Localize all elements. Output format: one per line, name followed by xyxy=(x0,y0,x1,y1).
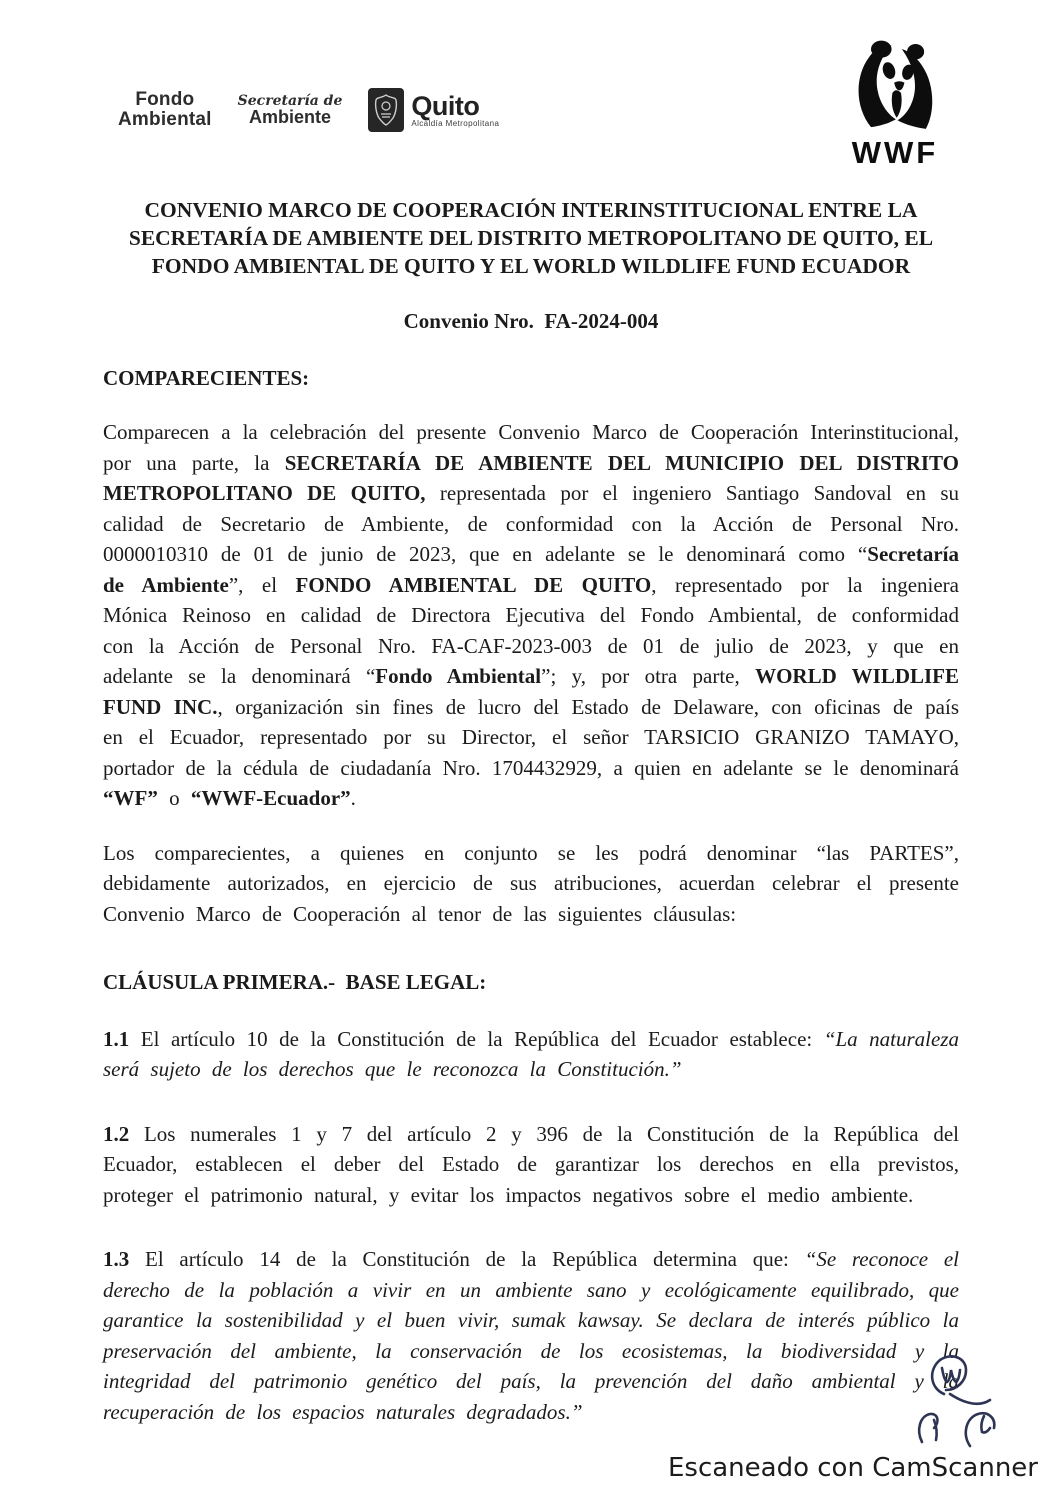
p1-seg: . xyxy=(350,786,356,810)
p1-seg: ”, el xyxy=(228,572,296,597)
clause-number: 1.1 xyxy=(103,1026,130,1051)
fondo-ambiental-line1: Fondo xyxy=(135,89,195,110)
convenio-number: Convenio Nro. FA-2024-004 xyxy=(403,309,659,333)
p1-seg-bold: Secretaría de Ambiente xyxy=(103,542,959,597)
quito-wordmark-block xyxy=(411,90,500,128)
p1-seg: , representado por la ingeniera Mónica Reinoso en calidad de Directora Ejecutiva del Fondo Ambiental, de conformidad con la Acción de Personal Nro. FA-CAF-2023-003 de 01 de julio de 2023, y que en adelante se la denominará “ xyxy=(103,572,959,688)
p1-seg-bold: Fondo Ambiental xyxy=(375,664,542,688)
wwf-wordmark: WWF xyxy=(851,135,939,170)
fondo-ambiental-line2: Ambiental xyxy=(118,109,212,130)
clause-text: El artículo 14 de la Constitución de la República determina que: xyxy=(129,1247,805,1271)
clause-item-1-2 xyxy=(103,1119,959,1211)
clause-quote: “Se reconoce el derecho de la población a vivir en un ambiente sano y ecológicamente equilibrado, que garantice la sostenibilidad y el buen vivir, sumak kawsay. Se declara de interés público la preservación del ambiente, la conservación de los ecosistemas, la biodiversidad y la integridad del patrimonio genético del país, la prevención del daño ambiental y la recuperación de los espacios naturales degradados.” xyxy=(103,1247,959,1424)
p1-seg: representada por el ingeniero Santiago Sandoval en su calidad de Secretario de Ambiente, de conformidad con la Acción de Personal Nro. 0000010310 de 01 de junio de 2023, que en adelante se le denominará como “ xyxy=(103,481,959,566)
p1-seg-bold: “WF” xyxy=(103,786,158,810)
p1-seg-bold: SECRETARÍA DE AMBIENTE DEL MUNICIPIO DEL DISTRITO METROPOLITANO DE QUITO, xyxy=(103,450,959,505)
left-logo-cluster xyxy=(118,88,499,132)
comparecientes-heading: COMPARECIENTES: xyxy=(103,365,310,390)
handwritten-ink-mark xyxy=(904,1350,1016,1455)
paragraph-partes: Los comparecientes, a quienes en conjunto se les podrá denominar “las PARTES”, debidamente autorizados, en ejercicio de sus atribuciones, acuerdan celebrar el presente Convenio Marco de Cooperación al tenor de las siguientes cláusulas: xyxy=(103,840,959,926)
secretaria-bold-text: Ambiente xyxy=(249,106,332,127)
p1-seg-bold: “WWF-Ecuador” xyxy=(190,786,351,810)
clause-item-1-1 xyxy=(103,1024,959,1085)
quito-wordmark: Quito xyxy=(411,90,480,121)
svg-text:®: ® xyxy=(925,99,932,107)
wwf-panda-icon xyxy=(843,38,947,134)
svg-text:®: ® xyxy=(872,89,879,97)
secretaria-script-text: Secretaría de xyxy=(237,92,343,109)
secretaria-ambiente-logo xyxy=(238,94,343,127)
quito-crest-icon xyxy=(368,88,404,132)
clause-text: El artículo 10 de la Constitución de la República del Ecuador establece: xyxy=(129,1026,824,1051)
clause-number: 1.2 xyxy=(103,1121,130,1146)
p1-seg-bold: FONDO AMBIENTAL DE QUITO xyxy=(295,572,652,597)
document-body xyxy=(103,196,959,1461)
fondo-ambiental-logo xyxy=(118,90,212,130)
p1-seg-bold: WORLD WILDLIFE FUND INC. xyxy=(103,664,960,719)
clause-quote: “La naturaleza será sujeto de los derechos que le reconozca la Constitución.” xyxy=(103,1026,959,1081)
document-title: CONVENIO MARCO DE COOPERACIÓN INTERINSTITUCIONAL ENTRE LA SECRETARÍA DE AMBIENTE DEL DISTRITO METROPOLITANO DE QUITO, EL FONDO AMBIENTAL DE QUITO Y EL WORLD WILDLIFE FUND ECUADOR xyxy=(128,198,934,278)
p1-seg: ”; y, por otra parte, xyxy=(541,664,756,688)
quito-logo xyxy=(368,88,499,132)
clause-item-1-3 xyxy=(103,1244,959,1427)
wwf-logo xyxy=(840,38,950,171)
clause-primera-heading: CLÁUSULA PRIMERA.- BASE LEGAL: xyxy=(103,970,487,994)
quito-subtitle: Alcaldía Metropolitana xyxy=(411,118,500,128)
clause-text: Los numerales 1 y 7 del artículo 2 y 396 de la Constitución de la República del Ecuador, establecen el deber del Estado de garantizar los derechos en ella previstos, proteger el patrimonio natural, y evitar los impactos negativos sobre el medio ambiente. xyxy=(103,1121,959,1207)
p1-seg: o xyxy=(157,786,191,810)
paragraph-comparecientes xyxy=(103,417,959,814)
camscanner-watermark: Escaneado con CamScanner xyxy=(667,1453,1038,1483)
p1-seg: Comparecen a la celebración del presente Convenio Marco de Cooperación Interinstitucional, por una parte, la xyxy=(103,420,959,475)
clause-number: 1.3 xyxy=(103,1247,130,1271)
header-logos xyxy=(0,38,1058,168)
ink-scribble-icon xyxy=(904,1350,1016,1450)
p1-seg: , organización sin fines de lucro del Estado de Delaware, con oficinas de país en el Ecuador, representado por su Director, el señor TARSICIO GRANIZO TAMAYO, portador de la cédula de ciudadanía Nro. 1704432929, a quien en adelante se le denominará xyxy=(103,694,960,780)
